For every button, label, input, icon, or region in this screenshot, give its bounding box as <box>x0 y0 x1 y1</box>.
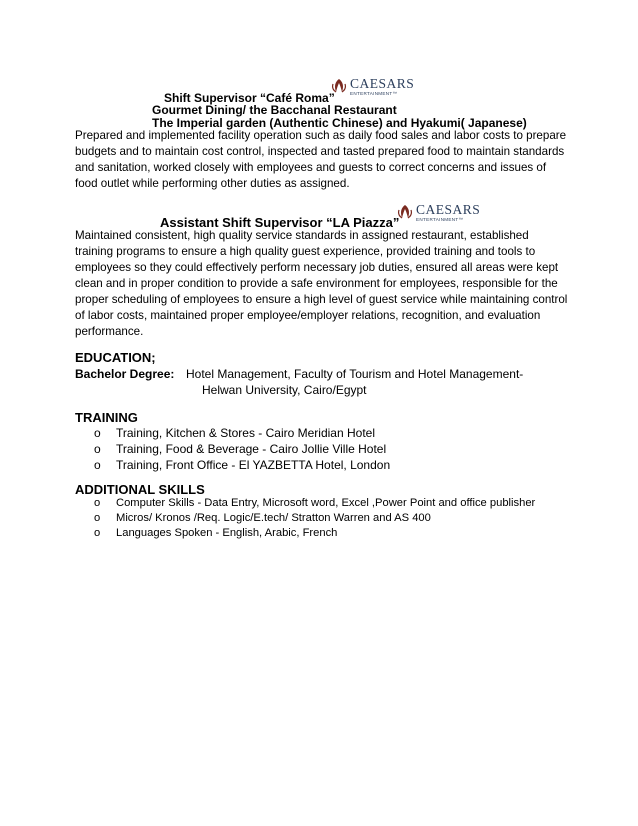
caesars-logo-sub: ENTERTAINMENT™ <box>350 90 398 96</box>
job2-desc-line: performance. <box>75 325 144 338</box>
skills-list <box>94 497 564 542</box>
list-item <box>94 442 514 458</box>
skills-heading: ADDITIONAL SKILLS <box>75 482 205 497</box>
list-item <box>94 458 514 474</box>
training-list <box>94 426 514 474</box>
job1-line3: The Imperial garden (Authentic Chinese) and Hyakumi( Japanese) <box>152 116 527 130</box>
caesars-crest-icon <box>397 204 413 220</box>
list-item <box>94 497 564 512</box>
job1-title: Shift Supervisor “Café Roma” <box>164 91 335 105</box>
training-item: Training, Kitchen & Stores - Cairo Meridian Hotel <box>116 426 375 440</box>
job1-description <box>75 128 570 192</box>
job2-description <box>75 228 570 340</box>
bullet-marker: o <box>94 497 101 509</box>
list-item <box>94 527 564 542</box>
degree-line-2: Helwan University, Cairo/Egypt <box>202 383 367 397</box>
skill-item: Micros/ Kronos /Req. Logic/E.tech/ Stratton Warren and AS 400 <box>116 512 431 524</box>
job2-desc-line: clean and in proper condition to provide a safe environment for employees, responsible for the <box>75 277 558 290</box>
caesars-logo-sub: ENTERTAINMENT™ <box>416 216 464 222</box>
job1-desc-line: Prepared and implemented facility operation such as daily food sales and labor costs to prepare <box>75 129 567 142</box>
job2-desc-line: proper scheduling of employees to ensure a high level of guest service while maintaining control <box>75 293 568 306</box>
degree-line-1: Hotel Management, Faculty of Tourism and Hotel Management- <box>186 367 524 381</box>
job2-title: Assistant Shift Supervisor “LA Piazza” <box>160 215 400 230</box>
training-item: Training, Front Office - El YAZBETTA Hotel, London <box>116 458 391 472</box>
job1-desc-line: budgets and to maintain cost control, inspected and tasted prepared food to maintain standards <box>75 145 565 158</box>
skill-item: Computer Skills - Data Entry, Microsoft word, Excel ,Power Point and office publisher <box>116 497 536 509</box>
skill-item: Languages Spoken - English, Arabic, French <box>116 527 338 539</box>
education-heading: EDUCATION; <box>75 350 156 365</box>
caesars-logo-name: CAESARS <box>416 202 481 217</box>
job2-desc-line: employees so they could effectively perform necessary job duties, ensured all areas were kept <box>75 261 559 274</box>
job1-desc-line: and sanitation, worked closely with employees and guests to correct concerns and issues of <box>75 161 547 174</box>
bullet-marker: o <box>94 512 101 524</box>
caesars-crest-icon <box>331 78 347 94</box>
job2-desc-line: Maintained consistent, high quality service standards in assigned restaurant, established <box>75 229 529 242</box>
job1-line2: Gourmet Dining/ the Bacchanal Restaurant <box>152 103 397 117</box>
job2-desc-line: training programs to ensure a high quality guest experience, provided training and tools to <box>75 245 536 258</box>
bullet-marker: o <box>94 527 101 539</box>
bullet-marker: o <box>94 426 101 440</box>
training-heading: TRAINING <box>75 410 138 425</box>
bullet-marker: o <box>94 442 101 456</box>
degree-label: Bachelor Degree: <box>75 367 175 381</box>
list-item <box>94 512 564 527</box>
job2-desc-line: of labor costs, maintained proper employee/employer relations, recognition, and evaluation <box>75 309 541 322</box>
training-item: Training, Food & Beverage - Cairo Jollie Ville Hotel <box>116 442 387 456</box>
list-item <box>94 426 514 442</box>
caesars-logo-2 <box>397 203 480 222</box>
caesars-logo-1 <box>331 77 414 96</box>
caesars-logo-name: CAESARS <box>350 76 415 91</box>
bullet-marker: o <box>94 458 101 472</box>
job1-desc-line: food outlet while performing other duties as assigned. <box>75 177 350 190</box>
